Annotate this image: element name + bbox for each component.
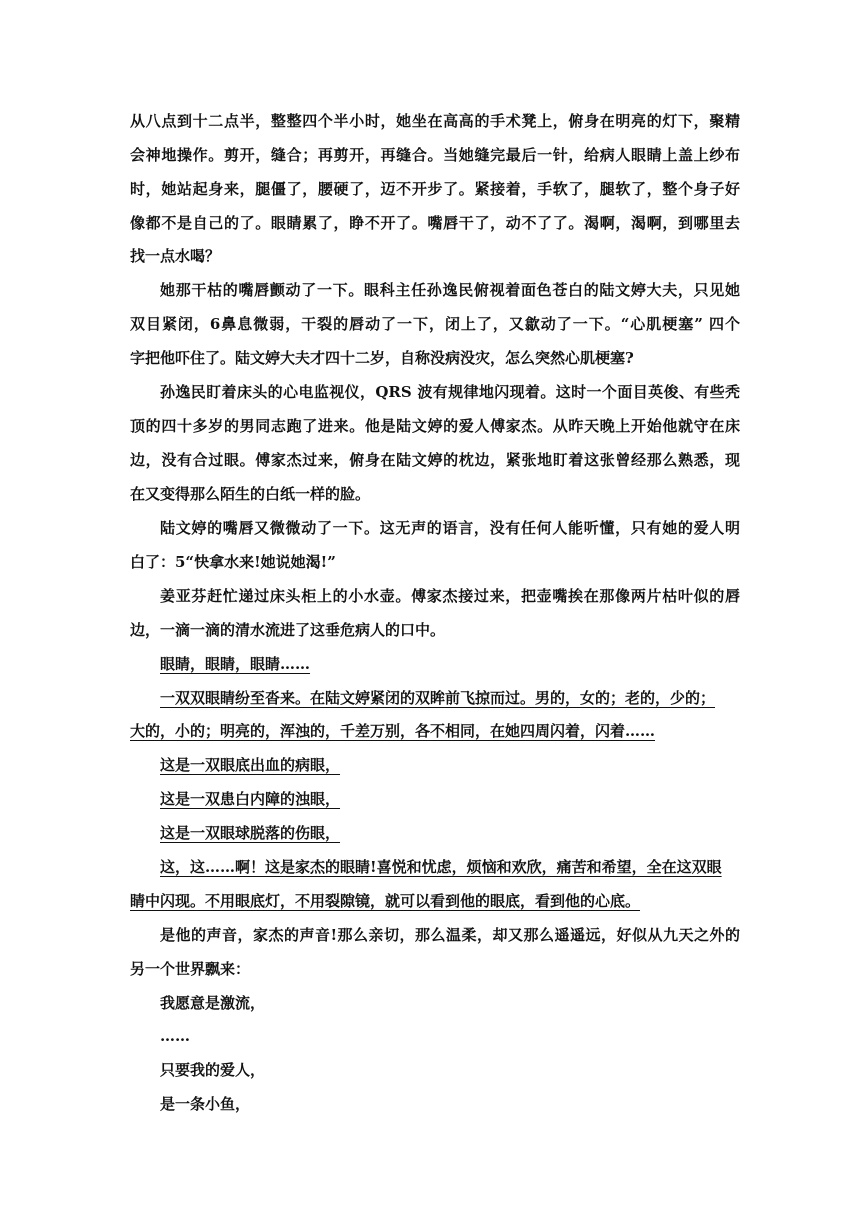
underlined-line: 一双双眼睛纷至沓来。在陆文婷紧闭的双眸前飞掠而过。男的，女的；老的，少的； (160, 689, 716, 707)
text-line: 白了：5“快拿水来!她说她渴!” (130, 553, 336, 571)
text-line: 字把他吓住了。陆文婷大夫才四十二岁，自称没病没灾，怎么突然心肌梗塞? (130, 349, 634, 367)
text-line: 陆文婷的嘴唇又微微动了一下。这无声的语言，没有任何人能听懂，只有她的爱人明 (160, 519, 740, 537)
text-line: 像都不是自己的了。眼睛累了，睁不开了。嘴唇干了，动不了了。渴啊，渴啊，到哪里去 (130, 214, 740, 232)
text-line: 会神地操作。剪开，缝合；再剪开，再缝合。当她缝完最后一针，给病人眼睛上盖上纱布 (130, 146, 740, 164)
text-line: 是他的声音，家杰的声音!那么亲切，那么温柔，却又那么遥遥远，好似从九天之外的 (160, 926, 740, 944)
underlined-line: 这，这……啊！这是家杰的眼睛!喜悦和忧虑，烦恼和欢欣，痛苦和希望，全在这双眼 (160, 858, 722, 876)
underlined-line: 这是一双眼球脱落的伤眼， (160, 824, 341, 842)
poem-line: 只要我的爱人， (160, 1061, 266, 1079)
text-line: 找一点水喝？ (130, 247, 221, 265)
text-line: 在又变得那么陌生的白纸一样的脸。 (130, 485, 371, 503)
text-line: 双目紧闭，6鼻息微弱，干裂的唇动了一下，闭上了，又歙动了一下。“心肌梗塞” 四个 (130, 315, 740, 333)
underlined-line: 大的，小的；明亮的，浑浊的，千差万别，各不相同，在她四周闪着，闪着…… (130, 722, 656, 740)
underlined-line: 这是一双患白内障的浊眼， (160, 790, 341, 808)
text-line: 孙逸民盯着床头的心电监视仪，QRS 波有规律地闪现着。这时一个面目英俊、有些秃 (160, 383, 740, 401)
text-line: 边，没有合过眼。傅家杰过来，俯身在陆文婷的枕边，紧张地盯着这张曾经那么熟悉，现 (130, 451, 740, 469)
text-line: 时，她站起身来，腿僵了，腰硬了，迈不开步了。紧接着，手软了，腿软了，整个身子好 (130, 180, 740, 198)
text-line: 从八点到十二点半，整整四个半小时，她坐在高高的手术凳上，俯身在明亮的灯下，聚精 (130, 112, 740, 130)
underlined-line: 睛中闪现。不用眼底灯，不用裂隙镜，就可以看到他的眼底，看到他的心底。 (130, 892, 641, 910)
text-line: 边，一滴一滴的清水流进了这垂危病人的口中。 (130, 621, 446, 639)
poem-line: 我愿意是激流， (160, 994, 266, 1012)
underlined-line: 眼睛，眼睛，眼睛…… (160, 655, 311, 673)
text-line: 另一个世界飘来： (130, 960, 251, 978)
poem-line: 是一条小鱼， (160, 1095, 251, 1113)
poem-line: …… (160, 1027, 190, 1045)
underlined-line: 这是一双眼底出血的病眼， (160, 756, 341, 774)
text-line: 她那干枯的嘴唇颤动了一下。眼科主任孙逸民俯视着面色苍白的陆文婷大夫，只见她 (160, 281, 740, 299)
text-line: 顶的四十多岁的男同志跑了进来。他是陆文婷的爱人傅家杰。从昨天晚上开始他就守在床 (130, 417, 740, 435)
text-line: 姜亚芬赶忙递过床头柜上的小水壶。傅家杰接过来，把壶嘴挨在那像两片枯叶似的唇 (160, 587, 740, 605)
